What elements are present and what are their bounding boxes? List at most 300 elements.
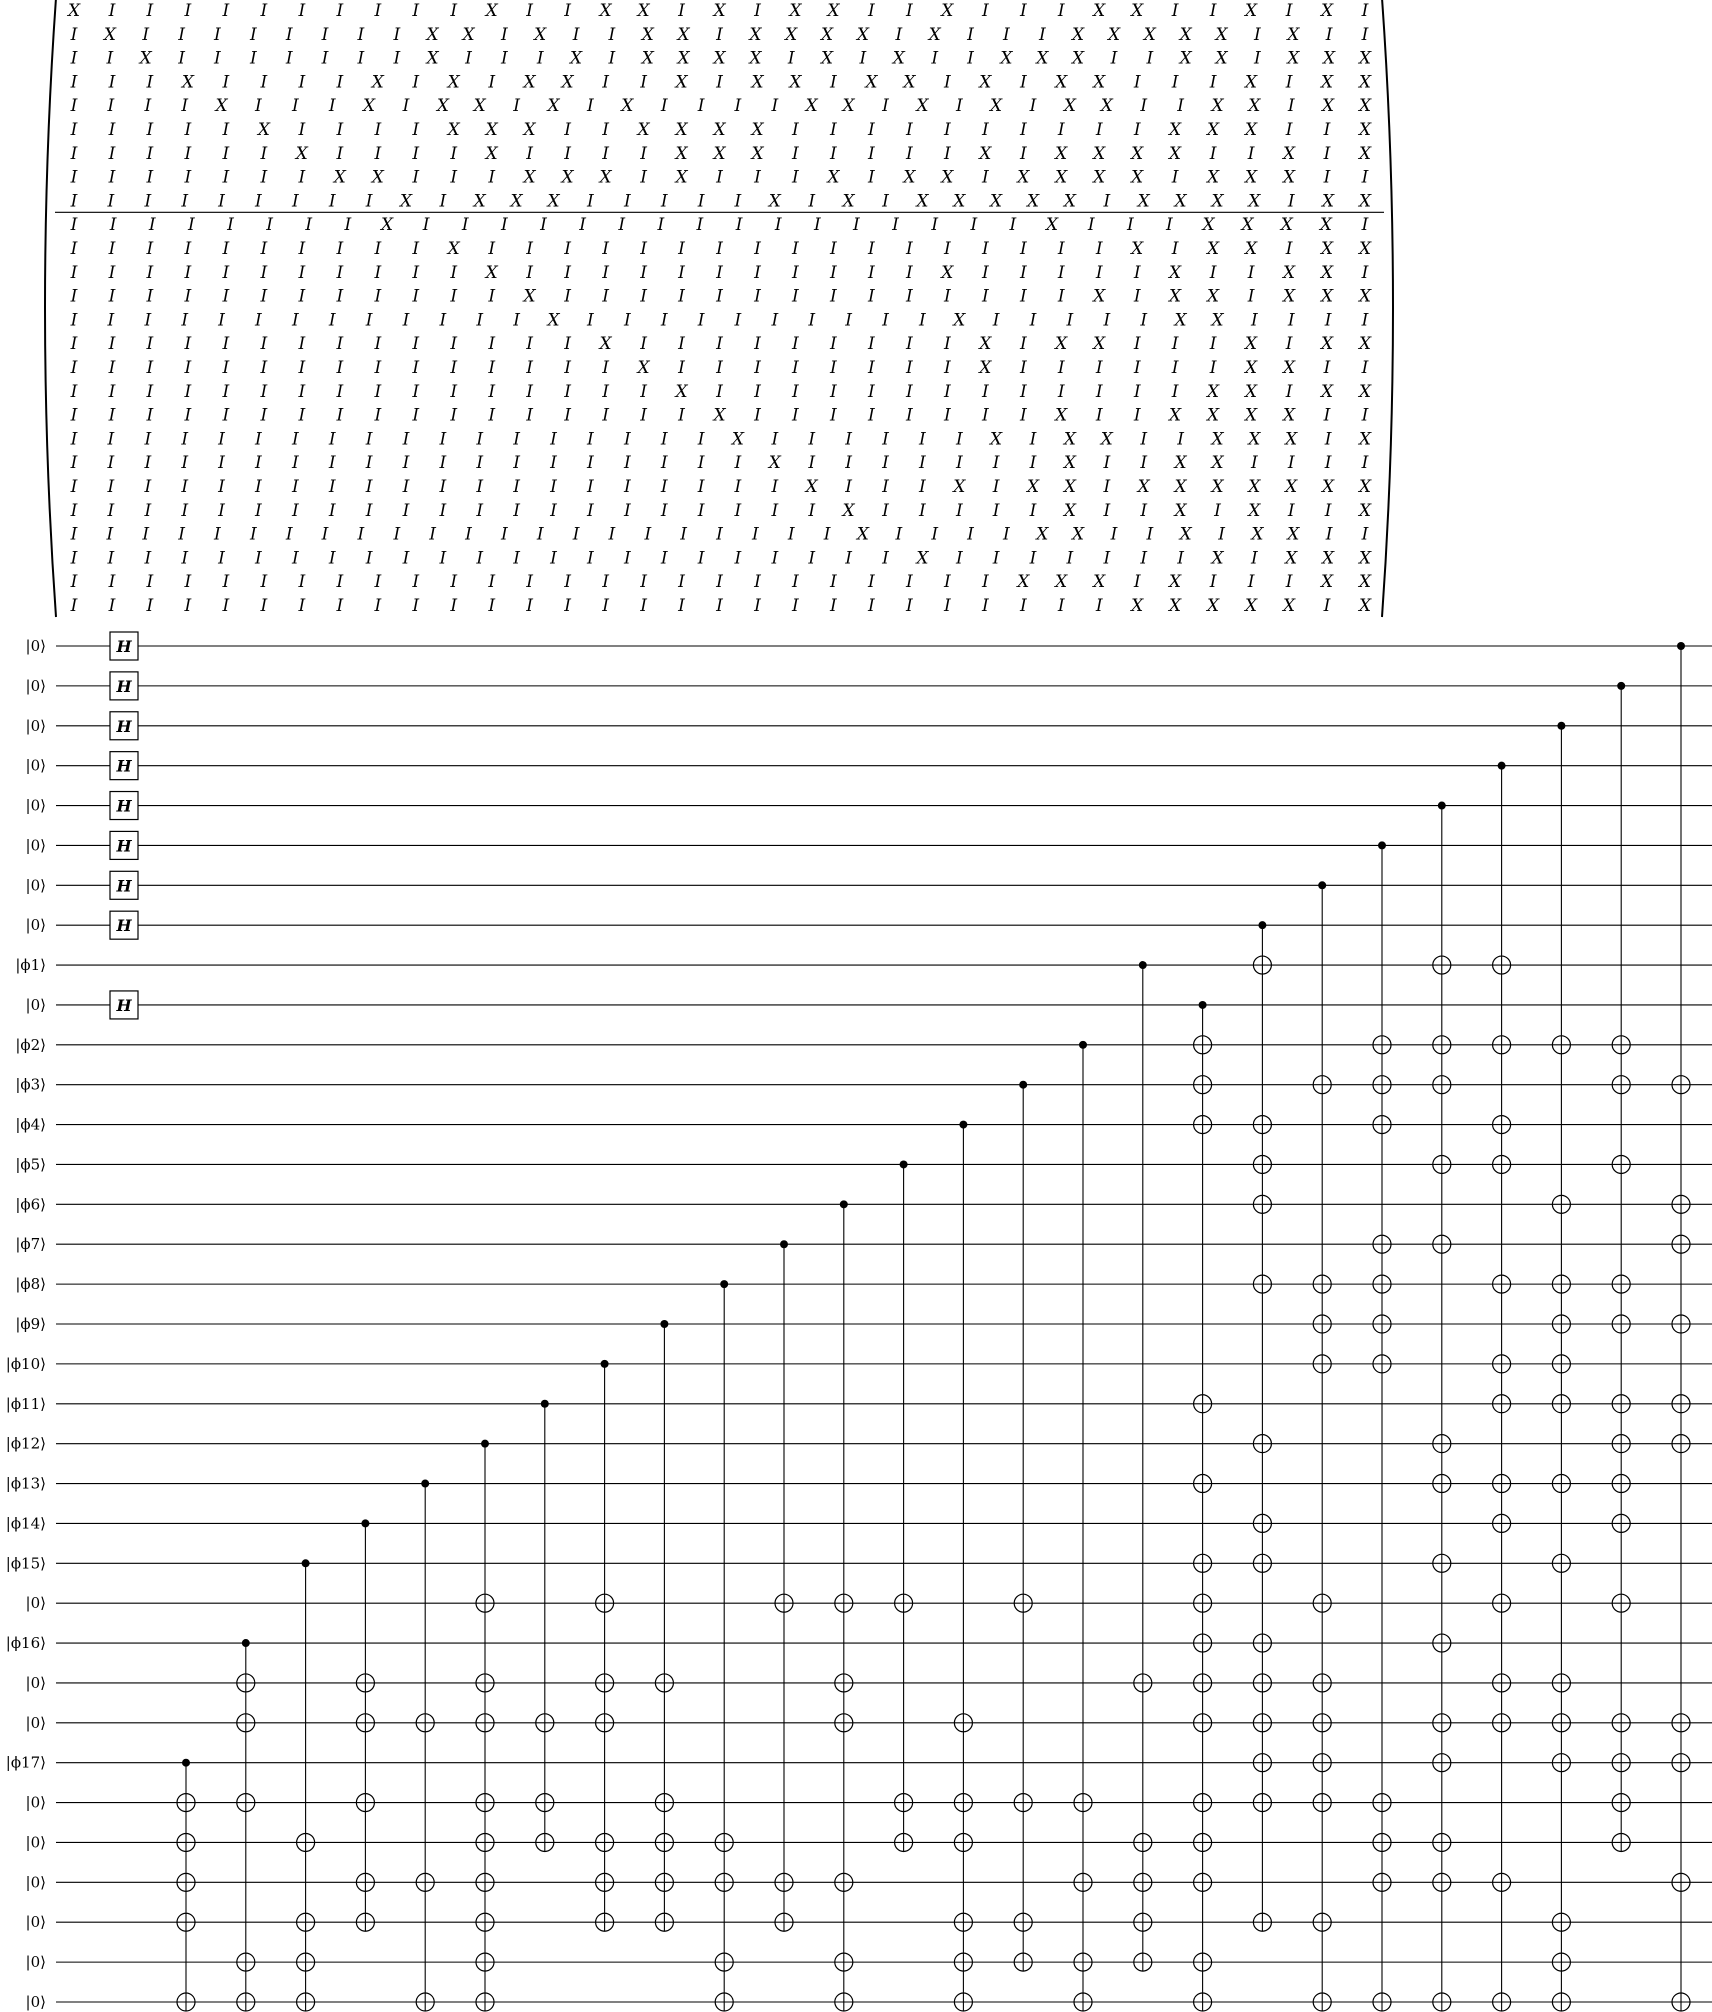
matrix-entry: X <box>1245 381 1258 402</box>
matrix-entry: X <box>1248 429 1261 450</box>
matrix-entry: X <box>1322 548 1335 569</box>
stabilizer-matrix <box>45 0 1393 617</box>
matrix-entry: I <box>1019 405 1027 426</box>
matrix-entry: I <box>184 239 192 259</box>
matrix-entry: X <box>371 167 384 188</box>
matrix-entry: I <box>184 262 192 283</box>
matrix-entry: I <box>1285 120 1293 140</box>
matrix-entry: I <box>1250 310 1258 331</box>
matrix-entry: I <box>146 72 154 93</box>
matrix-entry: I <box>222 381 230 402</box>
matrix-entry: I <box>107 548 115 569</box>
control-dot <box>601 1360 609 1368</box>
matrix-entry: X <box>865 72 878 93</box>
matrix-entry: I <box>882 96 889 117</box>
matrix-entry: I <box>906 286 913 307</box>
matrix-entry: I <box>919 429 926 450</box>
matrix-entry: I <box>1029 310 1037 331</box>
matrix-entry: I <box>222 167 230 188</box>
matrix-entry: I <box>734 191 742 212</box>
matrix-entry: I <box>1254 24 1261 45</box>
matrix-entry: I <box>298 239 306 259</box>
matrix-entry: X <box>1285 429 1298 450</box>
matrix-entry: I <box>70 548 78 569</box>
matrix-entry: I <box>716 524 723 545</box>
matrix-entry: I <box>1095 405 1103 426</box>
matrix-entry: X <box>1248 500 1261 521</box>
matrix-entry: I <box>1019 239 1027 259</box>
matrix-entry: X <box>1241 215 1254 236</box>
matrix-entry: X <box>1358 477 1372 497</box>
matrix-entry: I <box>678 358 685 378</box>
matrix-entry: I <box>943 143 951 164</box>
matrix-entry: I <box>564 572 571 593</box>
matrix-entry: X <box>523 120 536 140</box>
matrix-entry: I <box>298 572 306 593</box>
matrix-entry: I <box>716 286 723 307</box>
matrix-entry: I <box>374 262 382 283</box>
matrix-entry: X <box>941 262 954 283</box>
matrix-entry: X <box>399 191 413 212</box>
matrix-entry: X <box>1093 1 1106 21</box>
matrix-entry: I <box>660 477 668 497</box>
matrix-entry: I <box>218 500 225 521</box>
matrix-entry: I <box>640 381 647 402</box>
matrix-entry: I <box>697 453 705 474</box>
matrix-entry: I <box>1003 24 1010 45</box>
right-parenthesis <box>1382 0 1393 617</box>
matrix-entry: I <box>488 596 496 616</box>
matrix-entry: I <box>868 167 875 188</box>
matrix-entry: X <box>1063 453 1076 474</box>
control-dot <box>1199 1001 1207 1009</box>
matrix-entry: I <box>476 548 484 569</box>
matrix-entry: I <box>146 262 154 283</box>
matrix-entry: I <box>1019 381 1027 402</box>
matrix-entry: I <box>526 405 533 426</box>
matrix-entry: I <box>1171 72 1179 93</box>
matrix-entry: I <box>144 500 152 521</box>
matrix-entry: I <box>1140 453 1148 474</box>
control-dot <box>1677 642 1685 650</box>
matrix-entry: I <box>906 1 913 21</box>
matrix-entry: I <box>1171 381 1179 402</box>
matrix-entry: I <box>813 215 821 236</box>
matrix-entry: X <box>523 72 536 93</box>
matrix-entry: X <box>1179 24 1192 45</box>
matrix-entry: X <box>1100 96 1113 117</box>
matrix-entry: I <box>734 548 742 569</box>
matrix-entry: I <box>70 572 78 593</box>
matrix-entry: X <box>1207 167 1220 188</box>
matrix-entry: I <box>1171 1 1179 21</box>
matrix-entry: I <box>792 381 799 402</box>
matrix-entry: I <box>623 500 631 521</box>
matrix-entry: I <box>70 239 78 259</box>
matrix-entry: I <box>1361 358 1369 378</box>
matrix-entry: X <box>842 96 855 117</box>
matrix-entry: I <box>830 572 837 593</box>
matrix-entry: X <box>1036 524 1049 545</box>
matrix-entry: I <box>943 572 951 593</box>
matrix-entry: I <box>1209 334 1217 355</box>
matrix-entry: I <box>943 239 951 259</box>
matrix-entry: I <box>754 596 761 616</box>
matrix-entry: X <box>1211 477 1224 497</box>
control-dot <box>302 1559 310 1567</box>
control-dot <box>959 1121 967 1129</box>
matrix-entry: X <box>599 334 612 355</box>
matrix-entry: I <box>792 167 799 188</box>
matrix-entry: I <box>1019 1 1027 21</box>
matrix-entry: X <box>1131 167 1144 188</box>
matrix-entry: I <box>1146 524 1154 545</box>
matrix-entry: I <box>488 72 496 93</box>
matrix-entry: I <box>1019 358 1027 378</box>
matrix-entry: X <box>473 191 486 212</box>
matrix-entry: X <box>821 24 834 45</box>
matrix-entry: I <box>260 334 268 355</box>
matrix-entry: I <box>602 262 609 283</box>
control-dot <box>840 1200 848 1208</box>
matrix-entry: I <box>184 596 192 616</box>
matrix-entry: I <box>298 120 306 140</box>
matrix-entry: X <box>1358 500 1372 521</box>
matrix-entry: X <box>1207 286 1220 307</box>
matrix-entry: I <box>882 429 889 450</box>
matrix-entry: I <box>255 429 262 450</box>
matrix-entry: X <box>547 96 560 117</box>
matrix-entry: I <box>285 48 293 69</box>
matrix-entry: I <box>1019 334 1027 355</box>
matrix-entry: X <box>990 191 1003 212</box>
matrix-entry: I <box>868 572 875 593</box>
matrix-entry: I <box>402 500 410 521</box>
matrix-entry: I <box>218 310 225 331</box>
matrix-entry: I <box>1038 24 1046 45</box>
matrix-entry: I <box>227 215 234 236</box>
matrix-entry: X <box>295 143 308 164</box>
matrix-entry: X <box>1093 72 1106 93</box>
matrix-entry: I <box>1140 96 1148 117</box>
matrix-entry: I <box>716 262 723 283</box>
matrix-entry: I <box>374 358 382 378</box>
matrix-entry: X <box>462 24 475 45</box>
matrix-entry: X <box>1320 72 1334 93</box>
matrix-entry: X <box>1283 167 1296 188</box>
matrix-entry: I <box>1323 596 1331 616</box>
matrix-entry: I <box>412 596 420 616</box>
matrix-entry: I <box>660 191 668 212</box>
matrix-entry: I <box>579 215 586 236</box>
wire-label: |ϕ3⟩ <box>15 1075 46 1094</box>
matrix-entry: I <box>336 72 344 93</box>
matrix-entry: I <box>374 120 382 140</box>
matrix-entry: I <box>412 405 420 426</box>
wire-label: |0⟩ <box>25 1793 46 1812</box>
matrix-entry: X <box>1358 48 1372 69</box>
matrix-entry: I <box>1019 596 1027 616</box>
matrix-entry: I <box>792 286 799 307</box>
matrix-entry: I <box>1029 96 1037 117</box>
matrix-entry: X <box>599 167 612 188</box>
matrix-entry: I <box>146 596 154 616</box>
matrix-entry: I <box>108 596 116 616</box>
matrix-entry: I <box>450 286 458 307</box>
wire-label: |0⟩ <box>25 1673 46 1692</box>
matrix-entry: I <box>222 143 230 164</box>
matrix-entry: I <box>184 1 192 21</box>
matrix-entry: I <box>587 310 594 331</box>
matrix-entry: X <box>1063 191 1076 212</box>
hadamard-label: H <box>116 796 132 816</box>
matrix-entry: I <box>146 120 154 140</box>
matrix-entry: I <box>146 167 154 188</box>
matrix-entry: I <box>146 286 154 307</box>
matrix-entry: I <box>830 143 837 164</box>
matrix-entry: I <box>882 310 889 331</box>
matrix-entry: X <box>1174 310 1187 331</box>
matrix-entry: I <box>1361 1 1369 21</box>
matrix-entry: X <box>713 48 726 69</box>
matrix-entry: I <box>439 429 447 450</box>
matrix-entry: I <box>218 429 225 450</box>
matrix-entry: I <box>336 1 344 21</box>
control-dot <box>720 1280 728 1288</box>
matrix-entry: I <box>393 24 401 45</box>
matrix-entry: X <box>675 120 688 140</box>
matrix-entry: I <box>955 429 963 450</box>
matrix-entry: I <box>859 48 867 69</box>
matrix-entry: X <box>1320 334 1334 355</box>
matrix-entry: I <box>291 429 299 450</box>
matrix-entry: I <box>1209 1 1217 21</box>
matrix-entry: I <box>906 358 913 378</box>
matrix-entry: I <box>412 120 420 140</box>
matrix-entry: I <box>680 524 687 545</box>
matrix-entry: I <box>678 572 685 593</box>
matrix-entry: I <box>640 405 647 426</box>
matrix-entry: X <box>856 24 869 45</box>
matrix-entry: X <box>485 262 498 283</box>
matrix-entry: X <box>1285 548 1298 569</box>
matrix-entry: I <box>450 334 458 355</box>
matrix-entry: X <box>675 143 688 164</box>
matrix-entry: X <box>1169 572 1182 593</box>
matrix-entry: X <box>1026 191 1040 212</box>
matrix-entry: I <box>402 453 410 474</box>
matrix-entry: I <box>845 477 852 497</box>
matrix-entry: X <box>473 96 486 117</box>
matrix-entry: X <box>677 24 690 45</box>
matrix-entry: X <box>1131 143 1144 164</box>
matrix-entry: I <box>678 334 685 355</box>
matrix-entry: I <box>146 1 154 21</box>
matrix-entry: X <box>139 48 152 69</box>
matrix-entry: I <box>564 262 571 283</box>
matrix-entry: I <box>882 453 889 474</box>
matrix-entry: I <box>181 500 189 521</box>
matrix-entry: I <box>181 96 189 117</box>
matrix-entry: I <box>144 477 152 497</box>
matrix-entry: I <box>787 48 795 69</box>
matrix-entry: I <box>255 96 262 117</box>
matrix-entry: I <box>70 596 78 616</box>
matrix-entry: I <box>830 286 837 307</box>
matrix-entry: X <box>257 120 270 140</box>
matrix-entry: I <box>808 310 816 331</box>
matrix-entry: X <box>1358 96 1372 117</box>
matrix-entry: I <box>1209 143 1217 164</box>
matrix-entry: I <box>321 24 329 45</box>
matrix-entry: X <box>768 191 781 212</box>
matrix-entry: I <box>550 500 557 521</box>
matrix-entry: I <box>1324 310 1332 331</box>
matrix-entry: I <box>716 572 723 593</box>
matrix-entry: I <box>412 262 420 283</box>
matrix-entry: X <box>1055 334 1068 355</box>
matrix-entry: I <box>823 524 831 545</box>
matrix-entry: I <box>868 1 875 21</box>
control-dot <box>421 1480 429 1488</box>
matrix-entry: I <box>298 358 306 378</box>
matrix-entry: X <box>1179 48 1192 69</box>
matrix-entry: I <box>1325 24 1333 45</box>
matrix-entry: I <box>602 572 609 593</box>
matrix-entry: X <box>1207 596 1220 616</box>
matrix-entry: I <box>623 477 631 497</box>
matrix-entry: I <box>450 262 458 283</box>
matrix-entry: I <box>291 310 299 331</box>
matrix-entry: I <box>1057 239 1065 259</box>
matrix-entry: I <box>550 477 557 497</box>
matrix-entry: I <box>716 358 723 378</box>
matrix-entry: X <box>1322 191 1335 212</box>
matrix-entry: I <box>374 572 382 593</box>
matrix-entry: I <box>808 191 816 212</box>
matrix-entry: I <box>488 358 496 378</box>
matrix-entry: X <box>953 310 966 331</box>
matrix-entry: I <box>255 191 262 212</box>
matrix-entry: I <box>70 524 78 545</box>
matrix-entry: I <box>374 405 382 426</box>
matrix-entry: I <box>184 286 192 307</box>
matrix-entry: I <box>792 572 799 593</box>
matrix-entry: I <box>357 524 365 545</box>
matrix-entry: X <box>789 1 802 21</box>
matrix-entry: I <box>1285 334 1293 355</box>
hadamard-label: H <box>116 836 132 856</box>
matrix-entry: I <box>328 96 336 117</box>
matrix-entry: I <box>526 1 533 21</box>
matrix-entry: I <box>906 596 913 616</box>
matrix-entry: X <box>67 1 81 21</box>
matrix-entry: X <box>1093 572 1106 593</box>
matrix-entry: X <box>1093 286 1106 307</box>
matrix-entry: I <box>572 24 580 45</box>
matrix-entry: I <box>716 596 723 616</box>
matrix-entry: I <box>660 429 668 450</box>
matrix-entry: I <box>108 1 116 21</box>
matrix-entry: I <box>1361 24 1369 45</box>
matrix-entry: I <box>696 215 704 236</box>
matrix-entry: I <box>906 381 913 402</box>
matrix-entry: X <box>1063 500 1076 521</box>
matrix-entry: I <box>868 239 875 259</box>
control-dot <box>1079 1041 1087 1049</box>
matrix-entry: I <box>70 429 78 450</box>
matrix-entry: I <box>660 96 668 117</box>
matrix-entry: I <box>536 524 544 545</box>
matrix-entry: X <box>561 167 574 188</box>
matrix-entry: X <box>1358 191 1372 212</box>
matrix-entry: X <box>1131 239 1144 259</box>
matrix-entry: X <box>1055 167 1068 188</box>
matrix-entry: I <box>660 453 668 474</box>
wire-label: |ϕ4⟩ <box>15 1115 46 1134</box>
matrix-entry: X <box>1245 239 1258 259</box>
matrix-entry: X <box>1026 477 1040 497</box>
matrix-entry: I <box>882 477 889 497</box>
matrix-entry: I <box>218 191 225 212</box>
matrix-entry: X <box>1215 48 1228 69</box>
matrix-entry: I <box>298 286 306 307</box>
wire-label: |0⟩ <box>25 676 46 695</box>
control-dot <box>541 1400 549 1408</box>
matrix-entry: I <box>1285 72 1293 93</box>
matrix-entry: I <box>222 596 230 616</box>
matrix-entry: I <box>70 334 78 355</box>
matrix-entry: X <box>1093 167 1106 188</box>
matrix-entry: I <box>450 572 458 593</box>
matrix-entry: X <box>821 48 834 69</box>
matrix-entry: I <box>255 310 262 331</box>
matrix-entry: X <box>1358 548 1372 569</box>
matrix-entry: I <box>500 524 508 545</box>
matrix-entry: I <box>70 381 78 402</box>
matrix-entry: I <box>374 286 382 307</box>
matrix-entry: I <box>374 334 382 355</box>
matrix-entry: X <box>1072 24 1085 45</box>
matrix-entry: I <box>906 239 913 259</box>
matrix-entry: I <box>450 596 458 616</box>
matrix-entry: I <box>1209 72 1217 93</box>
matrix-entry: I <box>488 381 496 402</box>
matrix-entry: I <box>955 500 963 521</box>
matrix-entry: I <box>967 48 974 69</box>
matrix-entry: I <box>222 1 230 21</box>
matrix-entry: I <box>1133 572 1141 593</box>
matrix-entry: X <box>1207 405 1220 426</box>
matrix-entry: I <box>336 286 344 307</box>
matrix-entry: I <box>1095 120 1103 140</box>
matrix-entry: X <box>1322 477 1335 497</box>
matrix-entry: I <box>830 334 837 355</box>
matrix-entry: I <box>868 358 875 378</box>
matrix-entry: X <box>713 143 726 164</box>
matrix-entry: X <box>1358 239 1372 259</box>
matrix-entry: X <box>637 1 650 21</box>
matrix-entry: I <box>981 381 989 402</box>
matrix-entry: I <box>981 286 989 307</box>
matrix-entry: I <box>602 120 609 140</box>
matrix-entry: I <box>734 477 742 497</box>
matrix-entry: I <box>336 381 344 402</box>
hadamard-label: H <box>116 716 132 736</box>
matrix-entry: X <box>1174 453 1187 474</box>
matrix-entry: I <box>550 453 557 474</box>
matrix-entry: I <box>365 548 373 569</box>
